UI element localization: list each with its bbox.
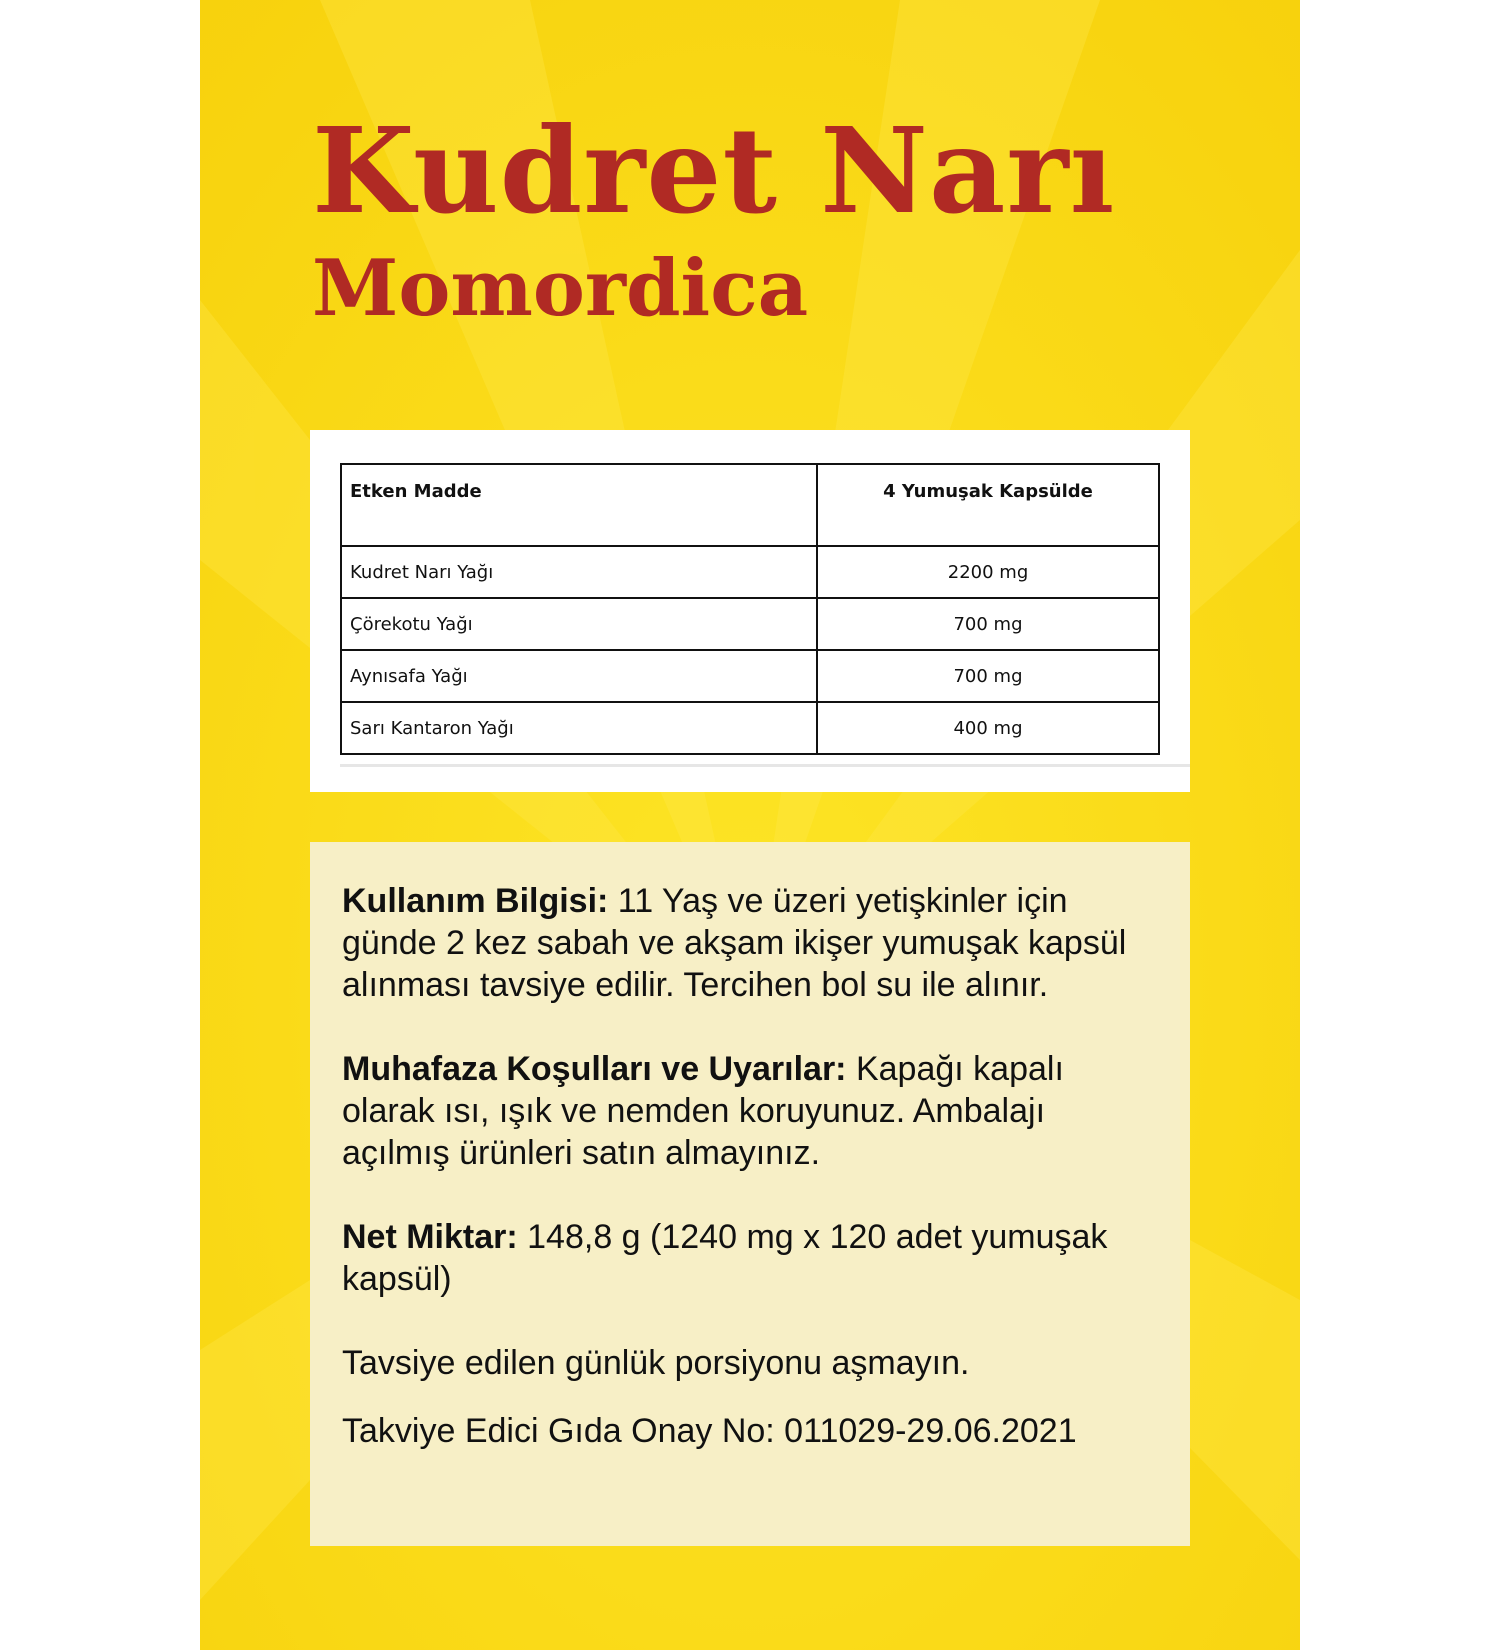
ingredient-amount: 700 mg — [817, 598, 1159, 650]
net-amount-paragraph — [342, 1216, 1142, 1300]
storage-label: Muhafaza Koşulları ve Uyarılar: — [342, 1050, 847, 1088]
storage-text: Kapağı kapalı olarak ısı, ışık ve nemden koruyunuz. Ambalajı açılmış ürünleri satın almayınız. — [342, 1050, 1064, 1172]
table-row — [341, 546, 1159, 598]
product-poster — [200, 0, 1300, 1650]
storage-paragraph — [342, 1048, 1142, 1174]
net-amount-text: 148,8 g (1240 mg x 120 adet yumuşak kapsül) — [342, 1218, 1108, 1298]
ingredient-amount: 700 mg — [817, 650, 1159, 702]
ingredients-table — [340, 463, 1160, 755]
usage-text: 11 Yaş ve üzeri yetişkinler için günde 2 kez sabah ve akşam ikişer yumuşak kapsül alınması tavsiye edilir. Tercihen bol su ile alınır. — [342, 882, 1127, 1004]
ingredient-name: Çörekotu Yağı — [341, 598, 817, 650]
usage-label: Kullanım Bilgisi: — [342, 882, 609, 920]
product-subtitle: Momordica — [312, 243, 809, 334]
ingredient-name: Sarı Kantaron Yağı — [341, 702, 817, 754]
table-row — [341, 598, 1159, 650]
product-title: Kudret Narı — [312, 101, 1116, 240]
ingredient-amount: 400 mg — [817, 702, 1159, 754]
ingredients-card — [310, 430, 1190, 792]
approval-number: Takviye Edici Gıda Onay No: 011029-29.06.2021 — [342, 1412, 1077, 1450]
ingredient-name: Aynısafa Yağı — [341, 650, 817, 702]
header-active-ingredient: Etken Madde — [341, 464, 817, 546]
dosage-warning: Tavsiye edilen günlük porsiyonu aşmayın. — [342, 1344, 970, 1382]
info-text — [342, 880, 1142, 1452]
table-header-row — [341, 464, 1159, 546]
info-panel — [310, 842, 1190, 1546]
table-row — [341, 650, 1159, 702]
usage-paragraph — [342, 880, 1142, 1006]
net-amount-label: Net Miktar: — [342, 1218, 518, 1256]
table-row — [341, 702, 1159, 754]
ingredient-amount: 2200 mg — [817, 546, 1159, 598]
table-card-divider — [340, 764, 1190, 767]
ingredient-name: Kudret Narı Yağı — [341, 546, 817, 598]
header-per-serving: 4 Yumuşak Kapsülde — [817, 464, 1159, 546]
